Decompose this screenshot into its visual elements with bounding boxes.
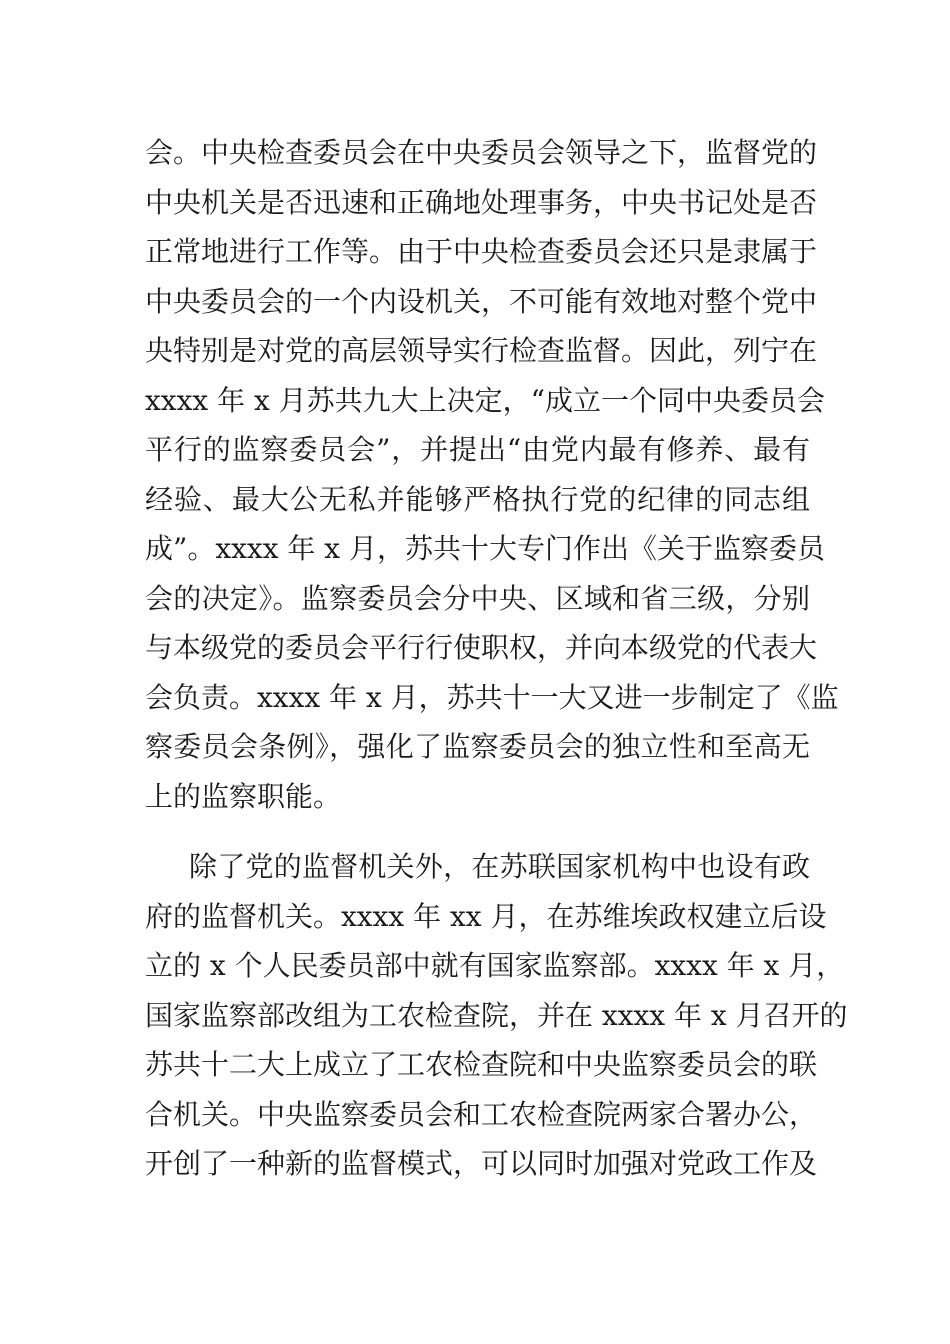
text-line: 会的决定》。监察委员会分中央、区域和省三级，分别 [145, 581, 810, 615]
text-line: 开创了一种新的监督模式，可以同时加强对党政工作及 [145, 1147, 818, 1180]
text-line: 察委员会条例》，强化了监察委员会的独立性和至高无 [145, 730, 810, 763]
text-line: 府的监督机关。xxxx 年 xx 月，在苏维埃政权建立后设 [145, 899, 827, 933]
text-line: 与本级党的委员会平行行使职权，并向本级党的代表大 [145, 631, 818, 664]
text-line: 合机关。中央监察委员会和工农检查院两家合署办公， [145, 1097, 818, 1131]
text-line: 中央机关是否迅速和正确地处理事务，中央书记处是否 [145, 185, 818, 219]
text-line: 除了党的监督机关外，在苏联国家机构中也设有政 [189, 850, 810, 883]
text-line: 正常地进行工作等。由于中央检查委员会还只是隶属于 [145, 235, 818, 268]
text-line: 经验、最大公无私并能够严格执行党的纪律的同志组 [145, 482, 810, 516]
text-line: 中央委员会的一个内设机关，不可能有效地对整个党中 [145, 284, 818, 318]
text-line: 平行的监察委员会”，并提出“由党内最有修养、最有 [145, 433, 810, 466]
text-line: 上的监察职能。 [145, 779, 342, 813]
paragraph-2 [145, 842, 848, 1189]
text-line: 成”。xxxx 年 x 月，苏共十大专门作出《关于监察委员 [145, 532, 825, 565]
text-line: 央特别是对党的高层领导实行检查监督。因此，列宁在 [145, 334, 818, 367]
text-line: xxxx 年 x 月苏共九大上决定，“成立一个同中央委员会 [145, 383, 825, 417]
text-line: 苏共十二大上成立了工农检查院和中央监察委员会的联 [145, 1048, 818, 1081]
text-line: 会负责。xxxx 年 x 月，苏共十一大又进一步制定了《监 [145, 680, 839, 714]
text-line: 国家监察部改组为工农检查院，并在 xxxx 年 x 月召开的 [145, 998, 848, 1032]
paragraph-1 [145, 128, 839, 821]
text-line: 会。中央检查委员会在中央委员会领导之下，监督党的 [145, 136, 818, 169]
text-line: 立的 x 个人民委员部中就有国家监察部。xxxx 年 x 月， [145, 949, 845, 982]
